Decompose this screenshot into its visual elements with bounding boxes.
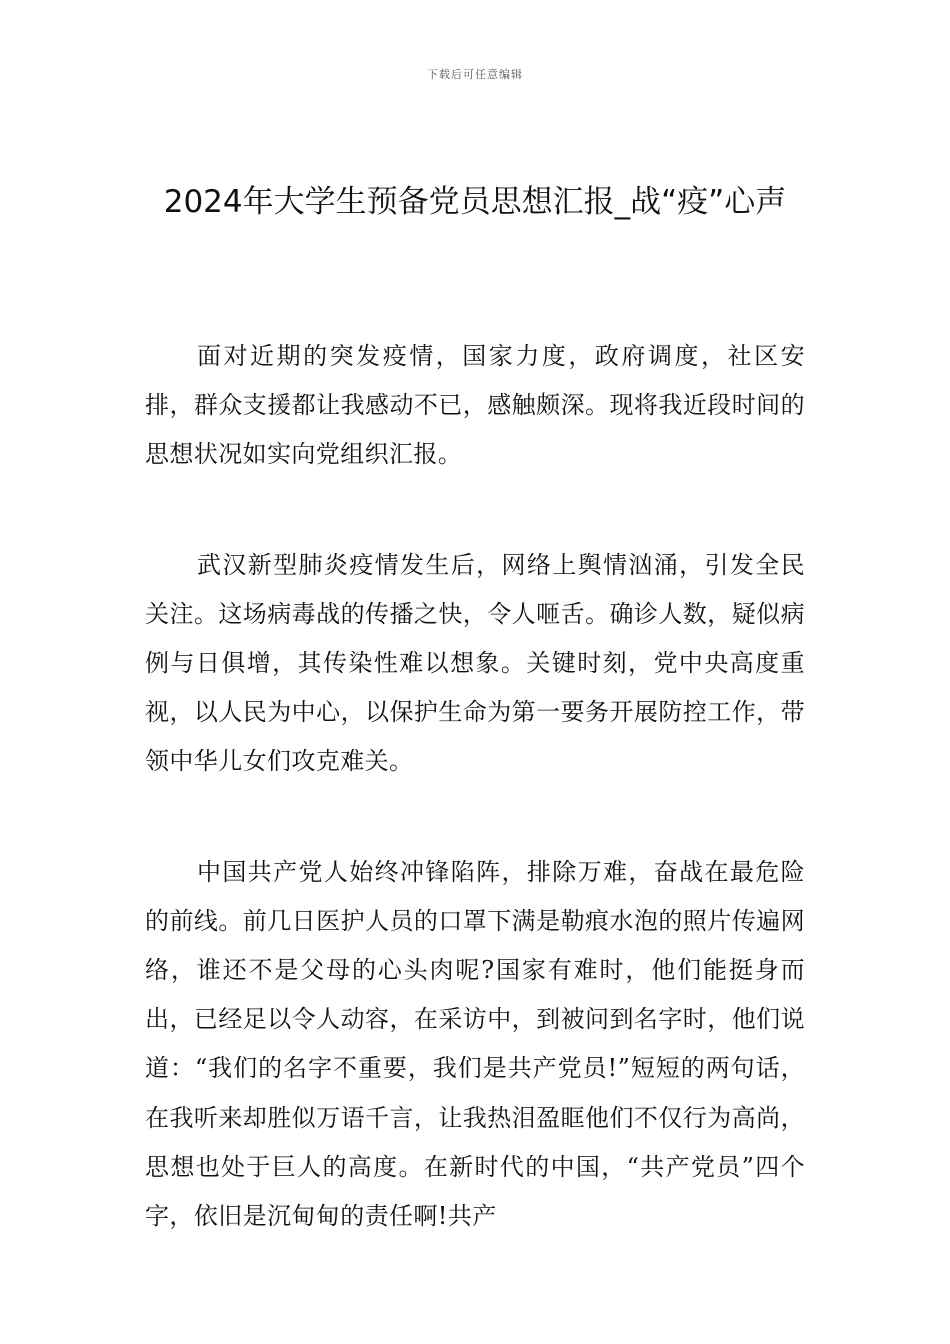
paragraph-3: 中国共产党人始终冲锋陷阵，排除万难，奋战在最危险的前线。前几日医护人员的口罩下满是勒痕水泡的照片传遍网络，谁还不是父母的心头肉呢?国家有难时，他们能挺身而出，已经足以令人动容，在采访中，到被问到名字时，他们说道：“我们的名字不重要，我们是共产党员!”短短的两句话，在我听来却胜似万语千言，让我热泪盈眶他们不仅行为高尚，思想也处于巨人的高度。在新时代的中国，“共产党员”四个字，依旧是沉甸甸的责任啊!共产 — [145, 857, 805, 1231]
header-note: 下载后可任意编辑 — [427, 68, 523, 81]
paragraph-1: 面对近期的突发疫情，国家力度，政府调度，社区安排，群众支援都让我感动不已，感触颇深。现将我近段时间的思想状况如实向党组织汇报。 — [145, 342, 805, 469]
document-body — [145, 332, 805, 1302]
document-title: 2024年大学生预备党员思想汇报_战“疫”心声 — [163, 184, 787, 220]
paragraph-2: 武汉新型肺炎疫情发生后，网络上舆情汹涌，引发全民关注。这场病毒战的传播之快，令人咂舌。确诊人数，疑似病例与日俱增，其传染性难以想象。关键时刻，党中央高度重视，以人民为中心，以保护生命为第一要务开展防控工作，带领中华儿女们攻克难关。 — [145, 550, 805, 776]
